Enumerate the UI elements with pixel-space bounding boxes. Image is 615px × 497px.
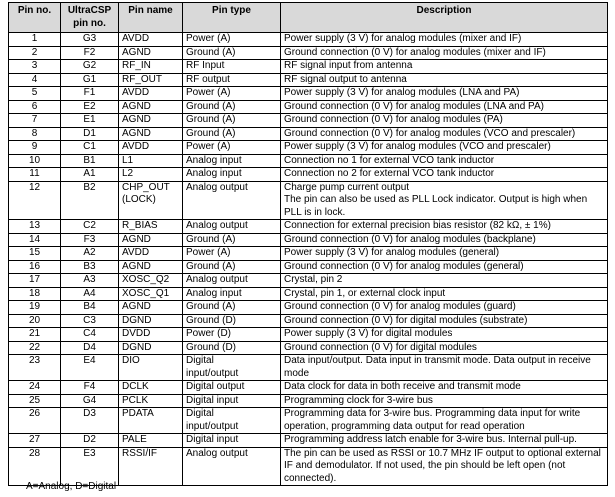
description-cell: Ground connection (0 V) for analog modules (LNA and PA) <box>281 100 608 114</box>
description-cell: Ground connection (0 V) for analog modules (guard) <box>281 301 608 315</box>
pin-no-cell: 17 <box>9 274 61 288</box>
description-cell: Power supply (3 V) for analog modules (mixer and IF) <box>281 33 608 47</box>
pin-name-cell: XOSC_Q1 <box>119 287 183 301</box>
pin-name-cell: AGND <box>119 114 183 128</box>
header-ultracsp-pin-no: UltraCSP pin no. <box>61 3 119 33</box>
ultracsp-pin-cell: D3 <box>61 408 119 434</box>
table-row <box>9 73 608 87</box>
header-pin-no: Pin no. <box>9 3 61 33</box>
table-row <box>9 341 608 355</box>
description-cell: Power supply (3 V) for analog modules (VCO and prescaler) <box>281 141 608 155</box>
pin-no-cell: 24 <box>9 381 61 395</box>
description-cell: Crystal, pin 1, or external clock input <box>281 287 608 301</box>
table-row <box>9 46 608 60</box>
pin-type-cell: Digital input/output <box>183 355 281 381</box>
description-cell: Power supply (3 V) for digital modules <box>281 328 608 342</box>
pin-no-cell: 8 <box>9 127 61 141</box>
pin-no-cell: 2 <box>9 46 61 60</box>
pin-name-cell: PALE <box>119 434 183 448</box>
pin-name-cell: AGND <box>119 46 183 60</box>
pin-name-cell: DIO <box>119 355 183 381</box>
pin-type-cell: Analog input <box>183 168 281 182</box>
pin-type-cell: Digital input/output <box>183 408 281 434</box>
pin-name-cell: DCLK <box>119 381 183 395</box>
pin-name-cell: CHP_OUT (LOCK) <box>119 181 183 220</box>
pin-type-cell: Analog input <box>183 287 281 301</box>
pin-type-cell: Ground (A) <box>183 260 281 274</box>
description-cell: Ground connection (0 V) for analog modules (backplane) <box>281 233 608 247</box>
pin-no-cell: 27 <box>9 434 61 448</box>
table-row <box>9 314 608 328</box>
pin-no-cell: 11 <box>9 168 61 182</box>
pin-type-cell: Power (A) <box>183 33 281 47</box>
pin-no-cell: 4 <box>9 73 61 87</box>
pin-name-cell: AVDD <box>119 247 183 261</box>
ultracsp-pin-cell: C4 <box>61 328 119 342</box>
description-cell: Programming data for 3-wire bus. Programming data input for write operation, programming data output for read operation <box>281 408 608 434</box>
table-row <box>9 301 608 315</box>
pin-no-cell: 23 <box>9 355 61 381</box>
pin-no-cell: 14 <box>9 233 61 247</box>
pin-type-cell: Analog output <box>183 447 281 486</box>
table-row <box>9 168 608 182</box>
ultracsp-pin-cell: C3 <box>61 314 119 328</box>
pin-type-cell: Analog input <box>183 154 281 168</box>
pin-name-cell: AGND <box>119 100 183 114</box>
ultracsp-pin-cell: E2 <box>61 100 119 114</box>
ultracsp-pin-cell: E4 <box>61 355 119 381</box>
description-cell: RF signal output to antenna <box>281 73 608 87</box>
pin-no-cell: 13 <box>9 220 61 234</box>
description-cell: Programming address latch enable for 3-wire bus. Internal pull-up. <box>281 434 608 448</box>
table-row <box>9 154 608 168</box>
pin-no-cell: 26 <box>9 408 61 434</box>
pin-name-cell: R_BIAS <box>119 220 183 234</box>
pin-description-table <box>8 2 608 486</box>
table-row <box>9 100 608 114</box>
table-row <box>9 328 608 342</box>
ultracsp-pin-cell: A3 <box>61 274 119 288</box>
description-cell: Ground connection (0 V) for analog modules (mixer and IF) <box>281 46 608 60</box>
pin-type-cell: Ground (A) <box>183 100 281 114</box>
pin-no-cell: 5 <box>9 87 61 101</box>
table-row <box>9 60 608 74</box>
table-row <box>9 233 608 247</box>
ultracsp-pin-cell: G3 <box>61 33 119 47</box>
pin-name-cell: L1 <box>119 154 183 168</box>
pin-no-cell: 10 <box>9 154 61 168</box>
pin-name-cell: DGND <box>119 314 183 328</box>
ultracsp-pin-cell: F3 <box>61 233 119 247</box>
description-cell: RF signal input from antenna <box>281 60 608 74</box>
pin-name-cell: RF_IN <box>119 60 183 74</box>
ultracsp-pin-cell: B1 <box>61 154 119 168</box>
pin-name-cell: AGND <box>119 301 183 315</box>
table-row <box>9 114 608 128</box>
pin-type-cell: Digital input <box>183 434 281 448</box>
pin-name-cell: RSSI/IF <box>119 447 183 486</box>
description-cell: Crystal, pin 2 <box>281 274 608 288</box>
description-cell: The pin can be used as RSSI or 10.7 MHz IF output to optional external IF and demodulator. If not used, the pin should be left open (not connected). <box>281 447 608 486</box>
table-row <box>9 447 608 486</box>
ultracsp-pin-cell: G2 <box>61 60 119 74</box>
ultracsp-pin-cell: G1 <box>61 73 119 87</box>
table-row <box>9 260 608 274</box>
pin-type-cell: RF Input <box>183 60 281 74</box>
header-pin-type: Pin type <box>183 3 281 33</box>
pin-no-cell: 9 <box>9 141 61 155</box>
pin-type-cell: Ground (A) <box>183 233 281 247</box>
pin-name-cell: PDATA <box>119 408 183 434</box>
pin-type-cell: Ground (A) <box>183 46 281 60</box>
pin-no-cell: 25 <box>9 394 61 408</box>
ultracsp-pin-cell: B4 <box>61 301 119 315</box>
pin-name-cell: PCLK <box>119 394 183 408</box>
pin-type-cell: Power (A) <box>183 247 281 261</box>
pin-no-cell: 28 <box>9 447 61 486</box>
table-row <box>9 355 608 381</box>
pin-name-cell: AVDD <box>119 87 183 101</box>
pin-type-cell: Ground (A) <box>183 114 281 128</box>
footnote: A=Analog, D=Digital <box>26 481 117 492</box>
pin-no-cell: 3 <box>9 60 61 74</box>
description-cell: Data input/output. Data input in transmit mode. Data output in receive mode <box>281 355 608 381</box>
description-cell: Ground connection (0 V) for analog modules (general) <box>281 260 608 274</box>
pin-no-cell: 15 <box>9 247 61 261</box>
ultracsp-pin-cell: F2 <box>61 46 119 60</box>
description-cell: Data clock for data in both receive and transmit mode <box>281 381 608 395</box>
ultracsp-pin-cell: C1 <box>61 141 119 155</box>
pin-no-cell: 16 <box>9 260 61 274</box>
pin-no-cell: 20 <box>9 314 61 328</box>
pin-type-cell: RF output <box>183 73 281 87</box>
pin-no-cell: 18 <box>9 287 61 301</box>
pin-type-cell: Ground (D) <box>183 341 281 355</box>
header-description: Description <box>281 3 608 33</box>
description-cell: Power supply (3 V) for analog modules (general) <box>281 247 608 261</box>
table-row <box>9 408 608 434</box>
pin-name-cell: AVDD <box>119 141 183 155</box>
pin-name-cell: L2 <box>119 168 183 182</box>
pin-type-cell: Analog output <box>183 274 281 288</box>
table-row <box>9 127 608 141</box>
pin-name-cell: AGND <box>119 260 183 274</box>
description-cell: Connection for external precision bias resistor (82 kΩ, ± 1%) <box>281 220 608 234</box>
ultracsp-pin-cell: G4 <box>61 394 119 408</box>
pin-type-cell: Power (A) <box>183 141 281 155</box>
description-cell: Ground connection (0 V) for analog modules (PA) <box>281 114 608 128</box>
ultracsp-pin-cell: A2 <box>61 247 119 261</box>
pin-no-cell: 6 <box>9 100 61 114</box>
table-header-row <box>9 3 608 33</box>
pin-no-cell: 21 <box>9 328 61 342</box>
pin-type-cell: Digital output <box>183 381 281 395</box>
pin-name-cell: AVDD <box>119 33 183 47</box>
pin-type-cell: Ground (D) <box>183 314 281 328</box>
ultracsp-pin-cell: B3 <box>61 260 119 274</box>
pin-no-cell: 7 <box>9 114 61 128</box>
ultracsp-pin-cell: D1 <box>61 127 119 141</box>
description-cell: Ground connection (0 V) for digital modules <box>281 341 608 355</box>
table-row <box>9 434 608 448</box>
header-pin-name: Pin name <box>119 3 183 33</box>
table-row <box>9 287 608 301</box>
description-cell: Power supply (3 V) for analog modules (LNA and PA) <box>281 87 608 101</box>
pin-no-cell: 12 <box>9 181 61 220</box>
ultracsp-pin-cell: C2 <box>61 220 119 234</box>
pin-name-cell: DVDD <box>119 328 183 342</box>
ultracsp-pin-cell: D4 <box>61 341 119 355</box>
pin-no-cell: 1 <box>9 33 61 47</box>
ultracsp-pin-cell: F1 <box>61 87 119 101</box>
table-row <box>9 274 608 288</box>
table-row <box>9 87 608 101</box>
pin-type-cell: Power (D) <box>183 328 281 342</box>
description-cell: Ground connection (0 V) for analog modules (VCO and prescaler) <box>281 127 608 141</box>
description-cell: Connection no 2 for external VCO tank inductor <box>281 168 608 182</box>
pin-type-cell: Analog output <box>183 220 281 234</box>
description-cell: Charge pump current output The pin can also be used as PLL Lock indicator. Output is high when PLL is in lock. <box>281 181 608 220</box>
pin-type-cell: Power (A) <box>183 87 281 101</box>
table-row <box>9 381 608 395</box>
pin-name-cell: AGND <box>119 127 183 141</box>
pin-no-cell: 22 <box>9 341 61 355</box>
ultracsp-pin-cell: A4 <box>61 287 119 301</box>
ultracsp-pin-cell: B2 <box>61 181 119 220</box>
ultracsp-pin-cell: E3 <box>61 447 119 486</box>
table-row <box>9 247 608 261</box>
table-row <box>9 181 608 220</box>
table-row <box>9 394 608 408</box>
pin-name-cell: XOSC_Q2 <box>119 274 183 288</box>
pin-name-cell: RF_OUT <box>119 73 183 87</box>
description-cell: Programming clock for 3-wire bus <box>281 394 608 408</box>
description-cell: Ground connection (0 V) for digital modules (substrate) <box>281 314 608 328</box>
pin-no-cell: 19 <box>9 301 61 315</box>
ultracsp-pin-cell: E1 <box>61 114 119 128</box>
ultracsp-pin-cell: D2 <box>61 434 119 448</box>
pin-name-cell: DGND <box>119 341 183 355</box>
table-row <box>9 33 608 47</box>
pin-name-cell: AGND <box>119 233 183 247</box>
pin-type-cell: Ground (A) <box>183 301 281 315</box>
ultracsp-pin-cell: F4 <box>61 381 119 395</box>
pin-type-cell: Ground (A) <box>183 127 281 141</box>
pin-type-cell: Digital input <box>183 394 281 408</box>
table-row <box>9 141 608 155</box>
description-cell: Connection no 1 for external VCO tank inductor <box>281 154 608 168</box>
pin-type-cell: Analog output <box>183 181 281 220</box>
table-row <box>9 220 608 234</box>
ultracsp-pin-cell: A1 <box>61 168 119 182</box>
